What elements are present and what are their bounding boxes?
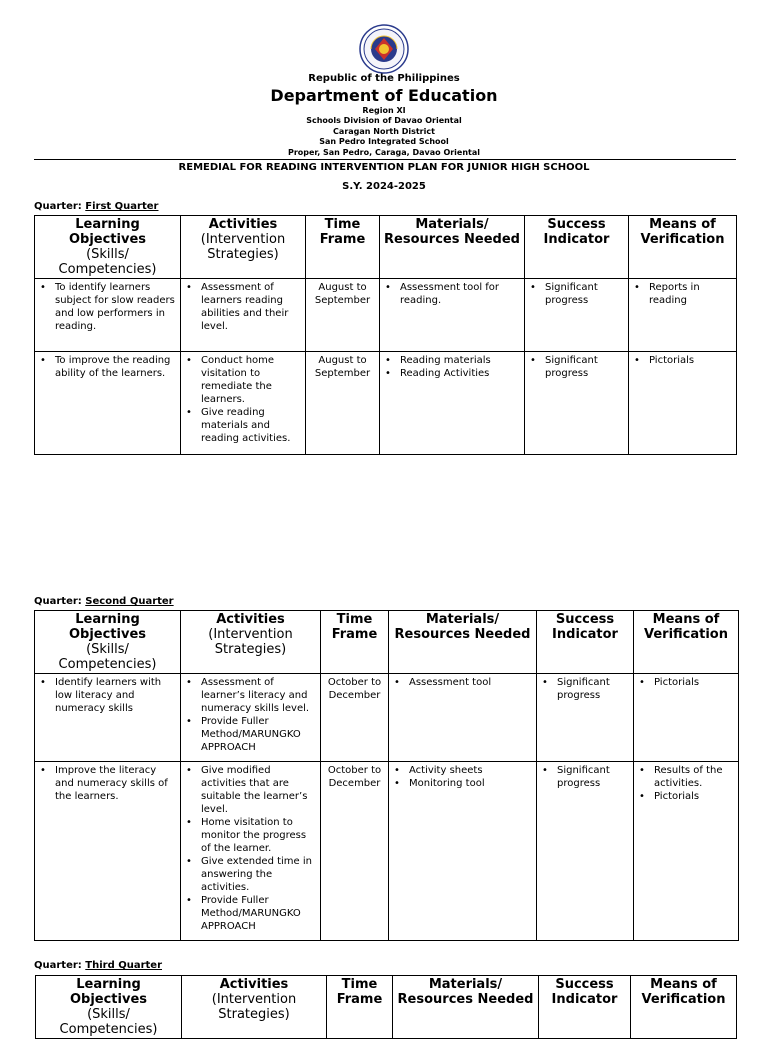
time-frame-cell: August to September (306, 279, 380, 352)
list-item: • Identify learners with low literacy and numeracy skills (55, 676, 177, 715)
col-time-frame: Time Frame (306, 216, 380, 279)
col-materials: Materials/ Resources Needed (380, 216, 525, 279)
list-item: • Provide Fuller Method/MARUNGKO APPROACH (201, 715, 317, 754)
region-line: Region XI (362, 106, 406, 115)
list-item: • Significant progress (545, 354, 625, 380)
quarter-label-third: Quarter: Third Quarter (34, 960, 163, 971)
table-header-row (35, 611, 739, 674)
list-item: • Assessment of learners reading abilities and their level. (201, 281, 302, 333)
col-learning-objectives: Learning Objectives (Skills/ Competencies) (36, 976, 182, 1039)
list-item: • Assessment tool for reading. (400, 281, 521, 307)
list-item: • Activity sheets (409, 764, 533, 777)
division-line: Schools Division of Davao Oriental (306, 116, 462, 125)
list-item: • Pictorials (654, 676, 735, 689)
table-row (35, 762, 739, 941)
quarter-name: Third Quarter (85, 960, 163, 971)
plan-table-third-quarter (35, 975, 737, 1039)
list-item: • Significant progress (557, 764, 630, 790)
list-item: • Home visitation to monitor the progress of the learner. (201, 816, 317, 855)
quarter-name: Second Quarter (85, 596, 174, 607)
header-divider (34, 159, 736, 160)
col-activities: Activities (Intervention Strategies) (182, 976, 327, 1039)
col-time-frame: Time Frame (327, 976, 393, 1039)
list-item: • Pictorials (649, 354, 733, 367)
school-year: S.Y. 2024-2025 (342, 181, 426, 192)
list-item: • Reading Activities (400, 367, 521, 380)
table-header-row (36, 976, 737, 1039)
col-activities: Activities (Intervention Strategies) (181, 216, 306, 279)
col-activities: Activities (Intervention Strategies) (181, 611, 321, 674)
list-item: • To identify learners subject for slow readers and low performers in reading. (55, 281, 177, 333)
quarter-label-first: Quarter: First Quarter (34, 201, 159, 212)
list-item: • Improve the literacy and numeracy skills of the learners. (55, 764, 177, 803)
list-item: • Assessment of learner’s literacy and numeracy skills level. (201, 676, 317, 715)
list-item: • Provide Fuller Method/MARUNGKO APPROACH (201, 894, 317, 933)
col-success-indicator: Success Indicator (539, 976, 631, 1039)
deped-seal-icon (359, 24, 409, 74)
list-item: • Monitoring tool (409, 777, 533, 790)
list-item: • To improve the reading ability of the learners. (55, 354, 177, 380)
department-title: Department of Education (270, 86, 498, 105)
list-item: • Results of the activities. (654, 764, 735, 790)
table-header-row (35, 216, 737, 279)
col-materials: Materials/ Resources Needed (389, 611, 537, 674)
list-item: • Significant progress (545, 281, 625, 307)
district-line: Caragan North District (333, 127, 435, 136)
col-learning-objectives: Learning Objectives (Skills/ Competencies) (35, 216, 181, 279)
list-item: • Give modified activities that are suitable the learner’s level. (201, 764, 317, 816)
list-item: • Reading materials (400, 354, 521, 367)
republic-line: Republic of the Philippines (308, 73, 460, 84)
list-item: • Assessment tool (409, 676, 533, 689)
col-means-verification: Means of Verification (631, 976, 737, 1039)
col-means-verification: Means of Verification (634, 611, 739, 674)
address-line: Proper, San Pedro, Caraga, Davao Oriental (287, 148, 481, 157)
list-item: • Reports in reading (649, 281, 733, 307)
col-success-indicator: Success Indicator (537, 611, 634, 674)
list-item: • Pictorials (654, 790, 735, 803)
col-time-frame: Time Frame (321, 611, 389, 674)
col-means-verification: Means of Verification (629, 216, 737, 279)
list-item: • Give reading materials and reading activities. (201, 406, 302, 445)
plan-table-second-quarter (34, 610, 739, 941)
table-row (35, 279, 737, 352)
list-item: • Significant progress (557, 676, 630, 702)
time-frame-cell: October to December (321, 762, 389, 941)
school-line: San Pedro Integrated School (319, 137, 449, 146)
col-learning-objectives: Learning Objectives (Skills/ Competencies) (35, 611, 181, 674)
col-success-indicator: Success Indicator (525, 216, 629, 279)
col-materials: Materials/ Resources Needed (393, 976, 539, 1039)
time-frame-cell: October to December (321, 674, 389, 762)
quarter-label-second: Quarter: Second Quarter (34, 596, 174, 607)
plan-table-first-quarter (34, 215, 737, 455)
table-row (35, 352, 737, 455)
table-row (35, 674, 739, 762)
plan-title: REMEDIAL FOR READING INTERVENTION PLAN FOR JUNIOR HIGH SCHOOL (178, 162, 590, 173)
time-frame-cell: August to September (306, 352, 380, 455)
quarter-name: First Quarter (85, 201, 159, 212)
list-item: • Give extended time in answering the activities. (201, 855, 317, 894)
list-item: • Conduct home visitation to remediate the learners. (201, 354, 302, 406)
